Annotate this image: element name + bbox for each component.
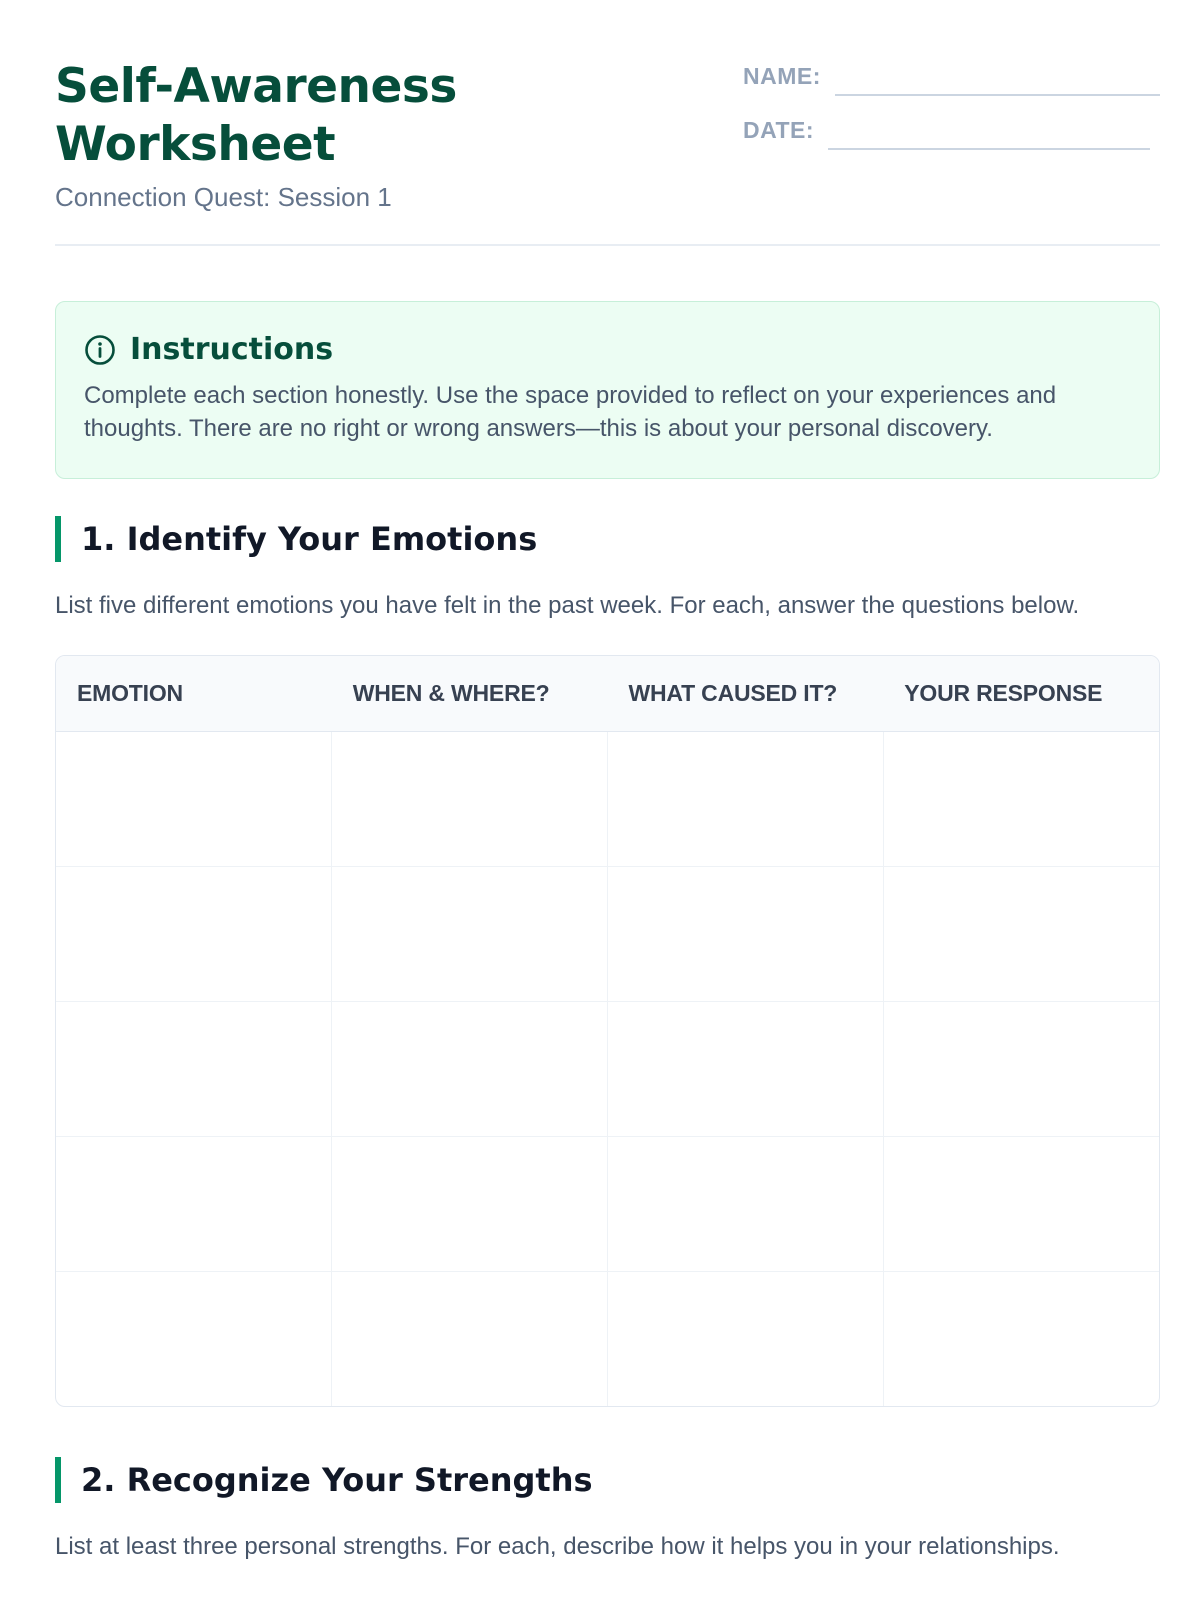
table-cell[interactable] — [56, 1272, 332, 1407]
instructions-header — [84, 332, 1131, 367]
instructions-text: Complete each section honestly. Use the space provided to reflect on your experiences and thoughts. There are no right or wrong answers—this is about your personal discovery. — [84, 382, 1057, 442]
table-cell[interactable] — [608, 1272, 884, 1407]
column-header-when-where: WHEN & WHERE? — [352, 680, 550, 706]
table-header-row — [56, 656, 1159, 732]
info-circle-icon — [84, 334, 116, 366]
page-title: Self-Awareness Worksheet — [55, 59, 457, 172]
section-1-description: List five different emotions you have felt in the past week. For each, answer the questions below. — [55, 592, 1080, 619]
section-1-heading — [55, 516, 537, 562]
table-cell[interactable] — [332, 1002, 608, 1136]
table-cell[interactable] — [332, 1137, 608, 1271]
table-cell[interactable] — [56, 867, 332, 1001]
name-label: NAME: — [743, 63, 821, 89]
emotions-table — [55, 655, 1160, 1407]
worksheet-header — [55, 58, 1160, 248]
table-row — [56, 1002, 1159, 1137]
table-cell[interactable] — [608, 732, 884, 866]
table-row — [56, 867, 1159, 1002]
column-header-what-caused: WHAT CAUSED IT? — [628, 680, 838, 706]
name-field-row — [743, 58, 1160, 96]
table-cell[interactable] — [332, 867, 608, 1001]
date-field[interactable] — [828, 116, 1150, 150]
table-cell[interactable] — [884, 1002, 1159, 1136]
table-cell[interactable] — [332, 732, 608, 866]
table-cell[interactable] — [884, 732, 1159, 866]
name-field[interactable] — [835, 62, 1160, 96]
date-field-row — [743, 112, 1160, 150]
instructions-title: Instructions — [130, 332, 334, 367]
name-date-fields — [743, 58, 1160, 166]
instructions-box — [55, 301, 1160, 479]
section-1-title: 1. Identify Your Emotions — [81, 520, 538, 558]
table-cell[interactable] — [884, 1272, 1159, 1407]
table-cell[interactable] — [56, 1002, 332, 1136]
section-accent-bar — [55, 516, 61, 562]
section-2-heading — [55, 1457, 593, 1503]
table-cell[interactable] — [608, 867, 884, 1001]
column-header-emotion: EMOTION — [77, 680, 183, 706]
table-cell[interactable] — [608, 1137, 884, 1271]
table-cell[interactable] — [56, 732, 332, 866]
header-divider — [55, 244, 1160, 246]
section-accent-bar — [55, 1457, 61, 1503]
column-header-your-response: YOUR RESPONSE — [904, 680, 1103, 706]
table-cell[interactable] — [608, 1002, 884, 1136]
table-row — [56, 1137, 1159, 1272]
page-subtitle: Connection Quest: Session 1 — [55, 182, 392, 212]
table-row — [56, 1272, 1159, 1407]
table-cell[interactable] — [332, 1272, 608, 1407]
table-cell[interactable] — [884, 1137, 1159, 1271]
table-cell[interactable] — [884, 867, 1159, 1001]
table-row — [56, 732, 1159, 867]
section-2-description: List at least three personal strengths. For each, describe how it helps you in your relationships. — [55, 1533, 1060, 1560]
table-cell[interactable] — [56, 1137, 332, 1271]
section-2-title: 2. Recognize Your Strengths — [81, 1461, 593, 1499]
date-label: DATE: — [743, 117, 815, 143]
